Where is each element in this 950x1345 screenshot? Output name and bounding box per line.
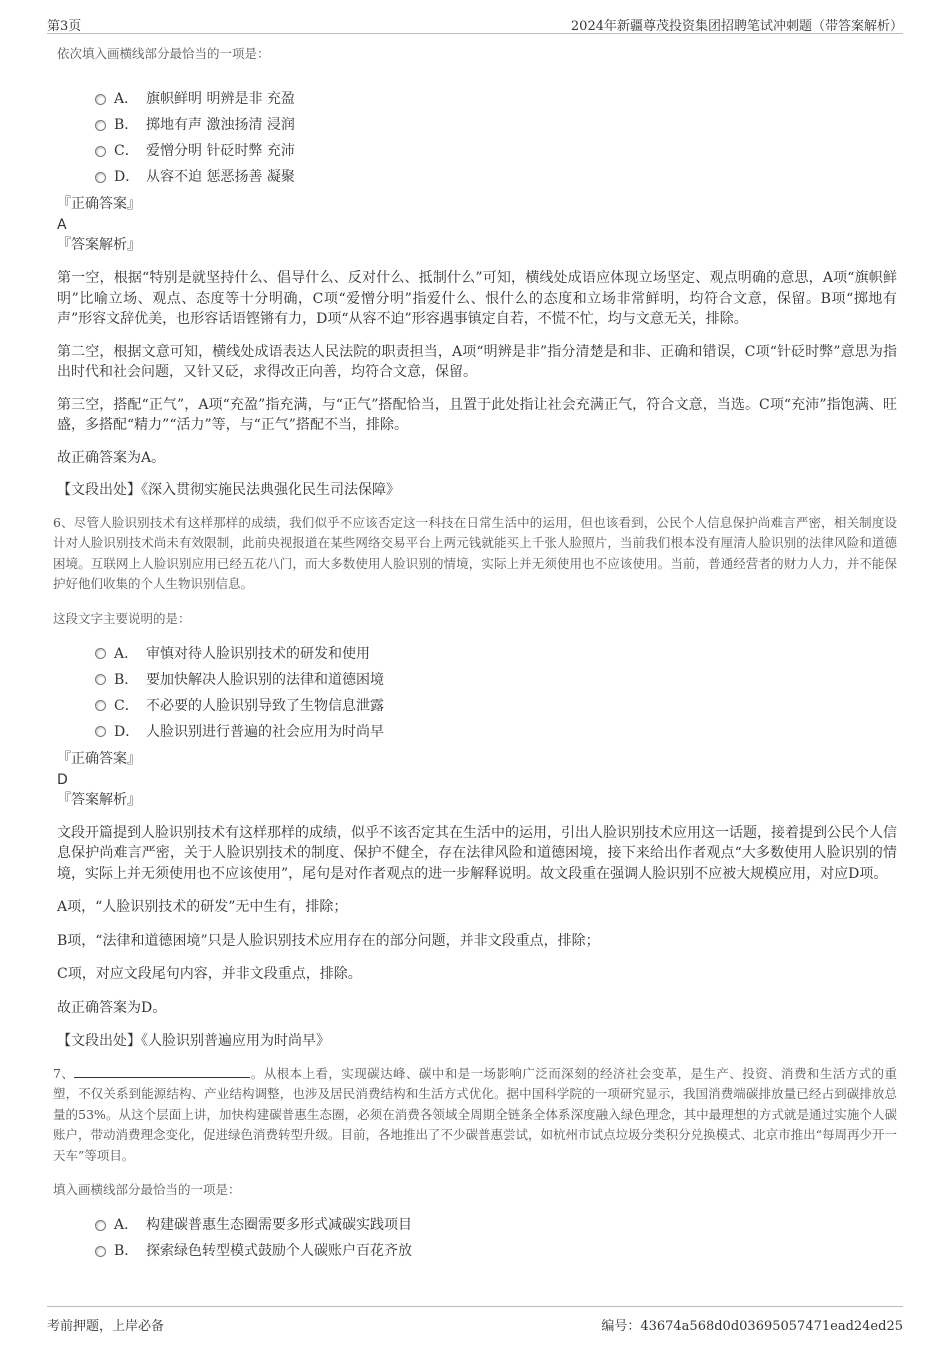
q5-option-b[interactable]: B． 掷地有声 激浊扬清 浸润 xyxy=(95,112,897,138)
radio-icon[interactable] xyxy=(95,146,106,157)
radio-icon[interactable] xyxy=(95,120,106,131)
q5-option-c[interactable]: C． 爱憎分明 针砭时弊 充沛 xyxy=(95,138,897,164)
document-title: 2024年新疆尊茂投资集团招聘笔试冲刺题（带答案解析） xyxy=(570,19,903,34)
radio-icon[interactable] xyxy=(95,1246,106,1257)
q7-option-b[interactable]: B． 探索绿色转型模式鼓励个人碳账户百花齐放 xyxy=(95,1238,897,1264)
q6-options xyxy=(95,641,897,745)
radio-icon[interactable] xyxy=(95,172,106,183)
q5-analysis-4: 故正确答案为A。 xyxy=(57,449,166,466)
q6-answer-label: 『正确答案』 xyxy=(57,750,141,767)
q6-analysis-5: 故正确答案为D。 xyxy=(57,999,167,1016)
q5-prompt: 依次填入画横线部分最恰当的一项是： xyxy=(57,46,270,61)
q5-source: 【文段出处】《深入贯彻实施民法典强化民生司法保障》 xyxy=(57,482,400,498)
radio-icon[interactable] xyxy=(95,94,106,105)
q7-option-a[interactable]: A． 构建碳普惠生态圈需要多形式减碳实践项目 xyxy=(95,1212,897,1238)
radio-icon[interactable] xyxy=(95,648,106,659)
q6-option-b[interactable]: B． 要加快解决人脸识别的法律和道德困境 xyxy=(95,667,897,693)
page-number: 第3页 xyxy=(47,19,82,34)
q7-prompt: 填入画横线部分最恰当的一项是： xyxy=(53,1182,241,1197)
q6-stem: 6、尽管人脸识别技术有这样那样的成绩，我们似乎不应该否定这一科技在日常生活中的运用，但也该看到，公民个人信息保护尚难言严密，相关制度设计对人脸识别技术尚未有效限制，此前央视报道在某些网络交易平台上两元钱就能买上千张人脸照片，当前我们根本没有厘清人脸识别的法律风险和道德困境。互联网上人脸识别应用已经五花八门，而大多数使用人脸识别的情境，实际上并无须使用也不应该使用。当前，普通经营者的财力人力，并不能保护好他们收集的个人生物识别信息。 xyxy=(53,514,897,591)
page-header xyxy=(47,12,903,34)
q7-stem xyxy=(53,1064,897,1167)
q5-option-d[interactable]: D． 从容不迫 惩恶扬善 凝聚 xyxy=(95,164,897,190)
q6-option-a[interactable]: A． 审慎对待人脸识别技术的研发和使用 xyxy=(95,641,897,667)
q6-analysis-4: C项，对应文段尾句内容，并非文段重点，排除。 xyxy=(57,966,362,982)
radio-icon[interactable] xyxy=(95,700,106,711)
footer-slogan: 考前押题，上岸必备 xyxy=(47,1319,165,1334)
q5-answer: A xyxy=(57,217,67,233)
document-body xyxy=(53,44,897,1264)
q6-option-d[interactable]: D． 人脸识别进行普遍的社会应用为时尚早 xyxy=(95,719,897,745)
q7-stem-text: 。从根本上看，实现碳达峰、碳中和是一场影响广泛而深刻的经济社会变革，是生产、投资、消费和生活方式的重塑，不仅关系到能源结构、产业结构调整，也涉及居民消费结构和生活方式优化。据中国科学院的一项研究显示，我国消费端碳排放量已经占到碳排放总量的53%。从这个层面上讲，加快构建碳普惠生态圈，必须在消费各领域全周期全链条全体系深度融入绿色理念，其中最理想的方式就是通过实施个人碳账户，带动消费理念变化，促进绿色消费转型升级。目前，各地推出了不少碳普惠尝试，如杭州市试点垃圾分类积分兑换模式、北京市推出“每周再少开一天车”等项目。 xyxy=(53,1065,897,1163)
q7-number: 7、 xyxy=(53,1065,75,1081)
footer-code: 编号：43674a568d0d03695057471ead24ed25 xyxy=(601,1319,903,1334)
q6-analysis-2: A项，“人脸识别技术的研发”无中生有，排除； xyxy=(57,899,348,915)
radio-icon[interactable] xyxy=(95,726,106,737)
q6-prompt: 这段文字主要说明的是： xyxy=(53,610,191,626)
q6-answer: D xyxy=(57,771,68,788)
q6-analysis-3: B项，“法律和道德困境”只是人脸识别技术应用存在的部分问题，并非文段重点，排除； xyxy=(57,932,600,949)
q5-analysis-2: 第二空，根据文意可知，横线处成语表达人民法院的职责担当，A项“明辨是非”指分清楚是和非、正确和错误，C项“针砭时弊”意思为指出时代和社会问题，又针又砭，求得改正向善，均符合文意，保留。 xyxy=(57,343,897,380)
q6-source: 【文段出处】《人脸识别普遍应用为时尚早》 xyxy=(57,1033,330,1049)
q5-options xyxy=(95,86,897,190)
q6-analysis-1: 文段开篇提到人脸识别技术有这样那样的成绩，似乎不该否定其在生活中的运用，引出人脸识别技术应用这一话题，接着提到公民个人信息保护尚难言严密，关于人脸识别技术的制度、保护不健全，存在法律风险和道德困境，接下来给出作者观点“大多数使用人脸识别的情境，实际上并无须使用也不应该使用”，尾句是对作者观点的进一步解释说明。故文段重在强调人脸识别不应被大规模应用，对应D项。 xyxy=(57,824,897,882)
q5-option-a[interactable]: A． 旗帜鲜明 明辨是非 充盈 xyxy=(95,86,897,112)
q6-analysis-label: 『答案解析』 xyxy=(57,791,141,808)
q5-analysis-label: 『答案解析』 xyxy=(57,237,141,253)
radio-icon[interactable] xyxy=(95,674,106,685)
q7-blank xyxy=(74,1066,250,1078)
q5-analysis-1: 第一空，根据“特别是就坚持什么、倡导什么、反对什么、抵制什么”可知，横线处成语应体现立场坚定、观点明确的意思，A项“旗帜鲜明”比喻立场、观点、态度等十分明确，C项“爱憎分明”指爱什么、恨什么的态度和立场非常鲜明，均符合文意，保留。B项“掷地有声”形容文辞优美，也形容话语铿锵有力，D项“从容不迫”形容遇事镇定自若，不慌不忙，均与文意无关，排除。 xyxy=(57,270,897,327)
page-footer xyxy=(47,1306,903,1336)
q5-answer-label: 『正确答案』 xyxy=(57,196,141,212)
q6-option-c[interactable]: C． 不必要的人脸识别导致了生物信息泄露 xyxy=(95,693,897,719)
q7-options xyxy=(95,1212,897,1264)
q5-analysis-3: 第三空，搭配“正气”，A项“充盈”指充满，与“正气”搭配恰当，且置于此处指让社会充满正气，符合文意，当选。C项“充沛”指饱满、旺盛，多搭配“精力”“活力”等，与“正气”搭配不当，排除。 xyxy=(57,396,897,433)
radio-icon[interactable] xyxy=(95,1220,106,1231)
